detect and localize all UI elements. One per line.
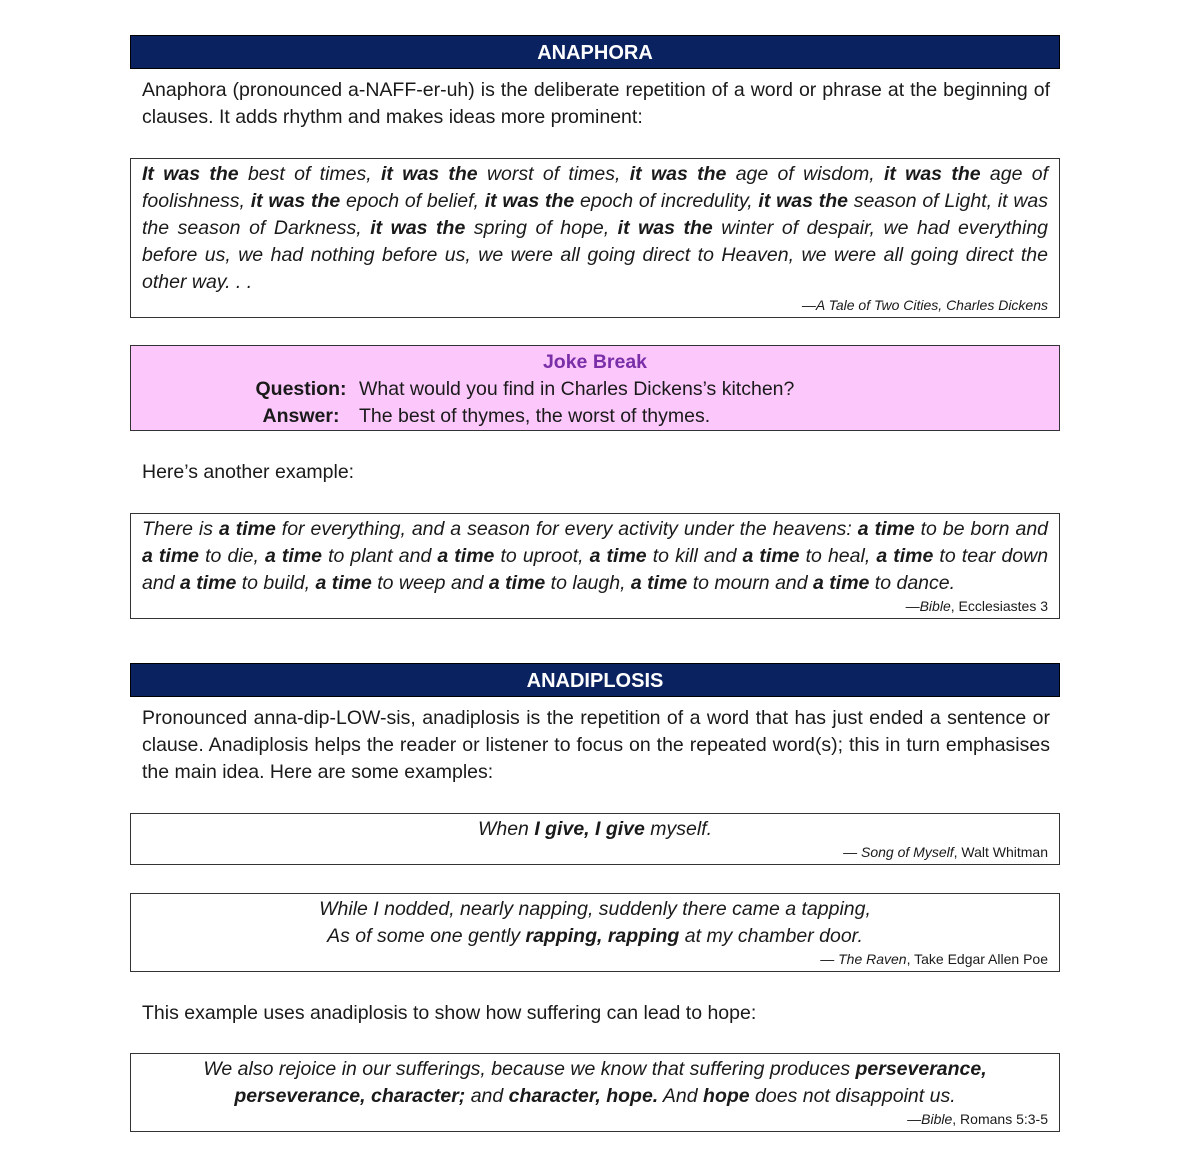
quote-fragment: does not disappoint us. [749, 1085, 956, 1107]
anadiplosis-intro: Pronounced anna-dip-LOW-sis, anadiplosis is the repetition of a word that has just ended a sentence or clause. Anadiplosis helps the reader or listener to focus on the repeated word(s); this in turn emphasises the main idea. Here are some examples: [142, 707, 1050, 783]
quote-fragment: myself. [644, 818, 713, 840]
anadiplosis-heading: ANADIPLOSIS [130, 663, 1060, 697]
emphasized-phrase: a time [315, 572, 372, 594]
question-text: What would you find in Charles Dickens’s kitchen? [359, 378, 795, 400]
emphasized-phrase: it was the [250, 190, 341, 212]
emphasized-phrase: it was the [370, 217, 466, 239]
attribution-dash: — [843, 844, 861, 860]
quote-fragment: spring of hope, [465, 217, 618, 239]
attribution-rest: , Walt Whitman [953, 844, 1048, 860]
emphasized-phrase: a time [179, 572, 237, 594]
attribution-dash: — [801, 297, 816, 313]
quote-fragment: As of some one gently [327, 925, 526, 947]
dickens-attribution [142, 296, 1048, 314]
lead-in-text: This example uses anadiplosis to show how suffering can lead to hope: [142, 1002, 757, 1024]
attribution-work: Song of Myself [861, 844, 954, 860]
emphasized-phrase: it was the [381, 163, 478, 185]
quote-fragment: to tear down and [142, 545, 1049, 594]
dickens-quote-text [142, 161, 1048, 296]
emphasized-phrase: a time [742, 545, 800, 567]
ecclesiastes-quote-box [130, 513, 1060, 619]
answer-label: Answer: [262, 405, 340, 427]
quote-fragment: age of foolishness, [142, 163, 1048, 212]
quote-fragment: age of wisdom, [726, 163, 884, 185]
quote-line [142, 1056, 1048, 1083]
poe-quote-box [130, 893, 1060, 972]
emphasized-phrase: perseverance, [855, 1058, 987, 1080]
question-label: Question: [255, 378, 347, 400]
attribution-rest: , Take Edgar Allen Poe [906, 951, 1048, 967]
quote-fragment: season of Light, it was the season of Darkness, [142, 190, 1048, 239]
emphasized-phrase: I give, I give [534, 818, 645, 840]
emphasized-phrase: a time [264, 545, 322, 567]
emphasized-phrase: a time [876, 545, 934, 567]
romans-quote-box [130, 1053, 1060, 1132]
romans-quote-lines [142, 1056, 1048, 1110]
romans-attribution [142, 1110, 1048, 1128]
quote-fragment: to uproot, [494, 545, 590, 567]
whitman-quote-box [130, 813, 1060, 865]
quote-fragment: to die, [199, 545, 265, 567]
ecclesiastes-attribution [142, 597, 1048, 615]
emphasized-phrase: a time [857, 518, 915, 540]
quote-line [142, 816, 1048, 843]
quote-fragment: at my chamber door. [679, 925, 863, 947]
emphasized-phrase: character, hope. [508, 1085, 659, 1107]
attribution-rest: , Ecclesiastes 3 [950, 598, 1048, 614]
emphasized-phrase: a time [813, 572, 870, 594]
another-example-text: Here’s another example: [142, 461, 355, 483]
emphasized-phrase: a time [488, 572, 546, 594]
attribution-work: Bible [921, 1111, 953, 1127]
ecclesiastes-quote-text [142, 516, 1048, 597]
attribution-dash: — [907, 1111, 922, 1127]
quote-fragment: winter of despair, we had everything before us, we had nothing before us, we were all going direct to Heaven, we were all going direct the other way. . . [142, 217, 1049, 293]
whitman-attribution [142, 843, 1048, 861]
quote-fragment: to mourn and [687, 572, 814, 594]
emphasized-phrase: it was the [758, 190, 848, 212]
emphasized-phrase: a time [630, 572, 688, 594]
emphasized-phrase: rapping, rapping [525, 925, 680, 947]
quote-fragment: to laugh, [545, 572, 631, 594]
anaphora-heading: ANAPHORA [130, 35, 1060, 69]
poe-quote-lines [142, 896, 1048, 950]
emphasized-phrase: it was the [883, 163, 981, 185]
emphasized-phrase: it was the [629, 163, 727, 185]
anaphora-intro: Anaphora (pronounced a-NAFF-er-uh) is the deliberate repetition of a word or phrase at the beginning of clauses. It adds rhythm and makes ideas more prominent: [142, 79, 1050, 128]
attribution-rest: , Romans 5:3-5 [952, 1111, 1048, 1127]
attribution-dash: — [905, 598, 920, 614]
emphasized-phrase: It was the [142, 163, 239, 185]
quote-fragment: There is [142, 518, 219, 540]
attribution-work: A Tale of Two Cities, Charles Dickens [815, 297, 1048, 313]
quote-fragment: for everything, and a season for every activity under the heavens: [275, 518, 858, 540]
quote-fragment: to weep and [371, 572, 489, 594]
quote-fragment: epoch of incredulity, [574, 190, 759, 212]
quote-fragment: to heal, [799, 545, 877, 567]
quote-fragment: While I nodded, nearly napping, suddenly there came a tapping, [319, 898, 871, 920]
quote-line [142, 896, 1048, 923]
emphasized-phrase: hope [703, 1085, 750, 1107]
quote-fragment: to dance. [869, 572, 956, 594]
emphasized-phrase: perseverance, character; [234, 1085, 466, 1107]
emphasized-phrase: a time [218, 518, 276, 540]
quote-fragment: to kill and [646, 545, 743, 567]
quote-fragment: to be born and [914, 518, 1049, 540]
quote-fragment: and [465, 1085, 509, 1107]
quote-fragment: to build, [236, 572, 316, 594]
quote-fragment: to plant and [322, 545, 438, 567]
attribution-dash: — [820, 951, 839, 967]
quote-line [142, 1083, 1048, 1110]
quote-fragment: When [477, 818, 535, 840]
quote-line [142, 923, 1048, 950]
emphasized-phrase: it was the [484, 190, 575, 212]
whitman-quote-lines [142, 816, 1048, 843]
joke-break-box [130, 345, 1060, 431]
quote-fragment: And [658, 1085, 704, 1107]
quote-fragment: worst of times, [477, 163, 630, 185]
emphasized-phrase: a time [437, 545, 495, 567]
attribution-work: The Raven [838, 951, 907, 967]
attribution-work: Bible [919, 598, 951, 614]
answer-text: The best of thymes, the worst of thymes. [359, 405, 711, 427]
emphasized-phrase: a time [589, 545, 647, 567]
joke-break-title: Joke Break [542, 351, 648, 373]
quote-fragment: We also rejoice in our sufferings, because we know that suffering produces [203, 1058, 856, 1080]
emphasized-phrase: a time [142, 545, 200, 567]
quote-fragment: best of times, [238, 163, 382, 185]
emphasized-phrase: it was the [617, 217, 713, 239]
dickens-quote-box [130, 158, 1060, 318]
quote-fragment: epoch of belief, [340, 190, 485, 212]
poe-attribution [142, 950, 1048, 968]
